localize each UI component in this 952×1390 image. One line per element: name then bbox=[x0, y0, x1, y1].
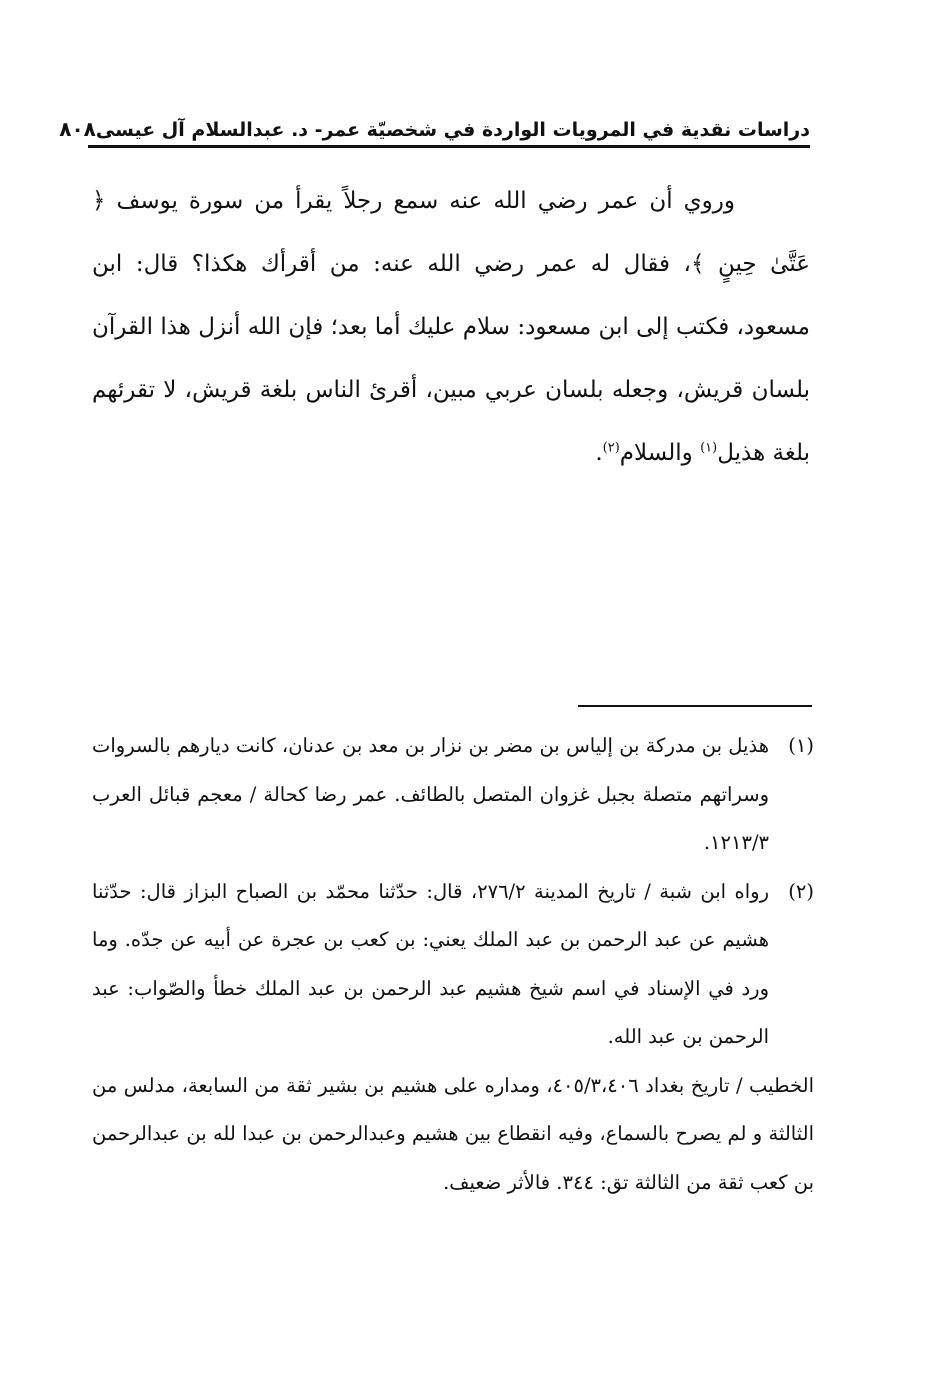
footnote-1 bbox=[92, 722, 814, 868]
body-text-closing: والسلام bbox=[619, 440, 701, 466]
footnote-1-number: (١) bbox=[788, 734, 814, 757]
footnote-separator bbox=[578, 705, 812, 707]
running-header bbox=[59, 112, 810, 148]
footnote-2-text: رواه ابن شبة / تاريخ المدينة ٢٧٦/٢، قال: حدّثنا محمّد بن الصباح البزاز قال: حدّثنا هشيم عن عبد الرحمن بن عبد الملك يعني: بن كعب بن عجرة عن أبيه عن جدّه. وما ورد في الإسناد في اسم شيخ هشيم عبد الرحمن بن عبد الملك خطأ والصّواب: عبد الرحمن بن عبد الله. bbox=[92, 879, 769, 1048]
page-number: ٨٠٨ bbox=[59, 117, 96, 141]
footnotes-section bbox=[92, 722, 814, 1207]
footnote-1-text: هذيل بن مدركة بن إلياس بن مضر بن نزار بن معد بن عدنان، كانت ديارهم بالسروات وسراتهم متصلة بجبل غزوان المتصل بالطائف. عمر رضا كحالة / معجم قبائل العرب ١٢١٣/٣. bbox=[92, 734, 769, 854]
footnote-ref-1[interactable]: (١) bbox=[700, 440, 718, 456]
header-title: دراسات نقدية في المرويات الواردة في شخصيّة عمر- د. عبدالسلام آل عيسى bbox=[95, 119, 810, 141]
main-body bbox=[92, 170, 810, 485]
footnote-2-continuation: الخطيب / تاريخ بغداد ٤٠٥/٣،٤٠٦، ومداره على هشيم بن بشير ثقة من السابعة، مدلس من الثالثة و لم يصرح بالسماع، وفيه انقطاع بين هشيم وعبدالرحمن بن عبدا لله بن عبدالرحمن بن كعب ثقة من الثالثة تق: ٣٤٤. فالأثر ضعيف. bbox=[92, 1073, 815, 1194]
body-text: وروي أن عمر رضي الله عنه سمع رجلاً يقرأ من سورة يوسف ﴿ عَتَّىٰ حِينٍ ﴾، فقال له عمر رضي الله عنه: من أقرأك هكذا؟ قال: ابن مسعود، فكتب إلى ابن مسعود: سلام عليك أما بعد؛ فإن الله أنزل هذا القرآن بلسان قريش، وجعله بلسان عربي مبين، أقرئ الناس بلغة قريش، لا تقرئهم بلغة هذيل bbox=[92, 188, 810, 466]
body-paragraph bbox=[92, 170, 810, 485]
footnote-2 bbox=[92, 868, 814, 1062]
footnote-2-number: (٢) bbox=[788, 879, 814, 903]
footnote-ref-2[interactable]: (٢) bbox=[602, 440, 620, 456]
body-text-end: . bbox=[595, 440, 603, 466]
